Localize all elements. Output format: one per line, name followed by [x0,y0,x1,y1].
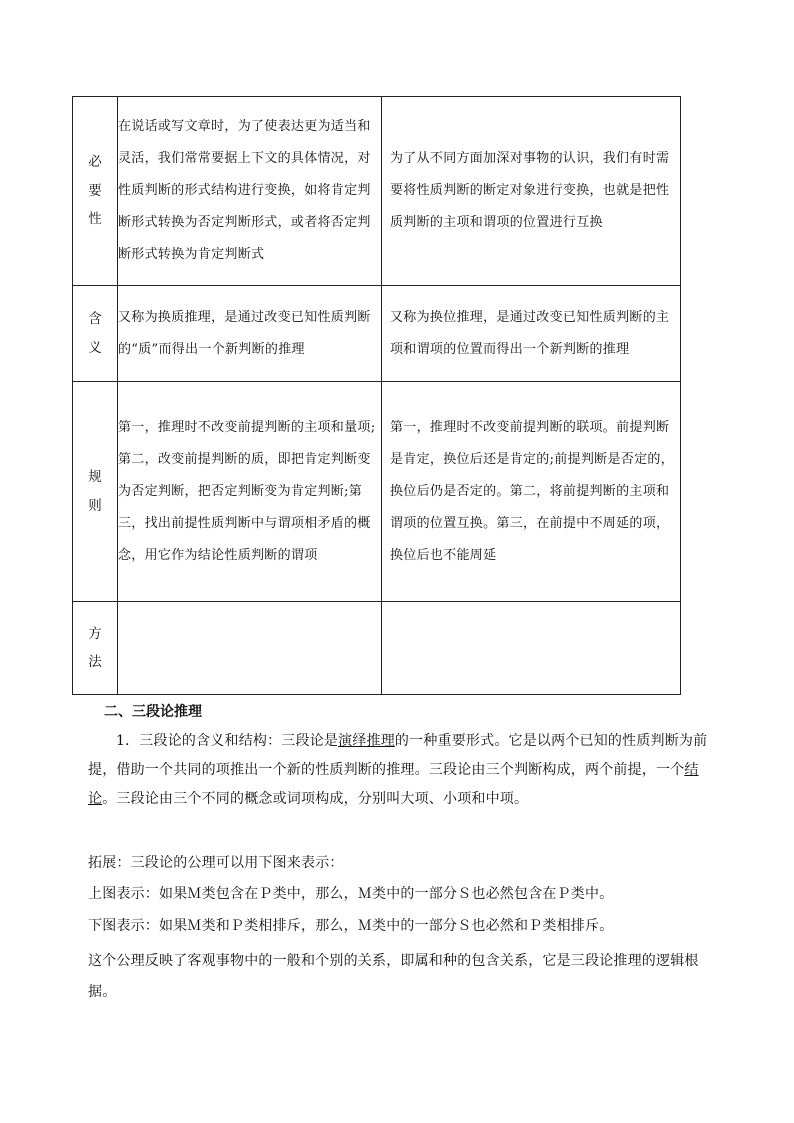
conversion-position-cell: 第一，推理时不改变前提判断的联项。前提判断是肯定，换位后还是肯定的;前提判断是否定的，换位后仍是否定的。第二，将前提判断的主项和谓项的位置互换。第三，在前提中不周延的项，换位后也不能周延 [382,382,681,602]
para-text: 的一种重要形式。它是以两个已知的性质判断为前提，借助一个共同的项推出一个新的性质判断的推理。三段论由三个判断构成，两个前提，一个 [88,733,708,778]
conversion-quality-cell [118,602,382,695]
section-heading: 二、三段论推理 [104,704,202,720]
lower-diagram-line: 下图表示：如果Ｍ类和Ｐ类相排斥，那么，Ｍ类中的一部分Ｓ也必然和Ｐ类相排斥。 [88,918,614,934]
row-label [73,602,118,695]
label-char: 必 [88,154,102,171]
table-row [73,97,681,286]
label-char: 义 [88,339,102,356]
label-char: 法 [88,654,102,670]
syllogism-definition-paragraph [88,727,720,814]
para-text: 。三段论由三个不同的概念或词项构成，分别叫大项、小项和中项。 [102,791,529,807]
axiom-paragraph: 这个公理反映了客观事物中的一般和个别的关系，即属和种的包含关系，它是三段论推理的逻辑根据。 [88,953,699,1000]
conversion-position-cell: 为了从不同方面加深对事物的认识，我们有时需要将性质判断的断定对象进行变换，也就是把性质判断的主项和谓项的位置进行互换 [382,97,681,286]
conversion-position-cell [382,602,681,695]
comparison-table [72,96,681,695]
label-char: 性 [88,211,102,228]
table-row [73,602,681,695]
label-char: 含 [88,311,102,328]
label-char: 要 [88,182,102,199]
label-char: 则 [88,497,102,514]
label-char: 方 [88,625,102,642]
conversion-position-cell: 又称为换位推理，是通过改变已知性质判断的主项和谓项的位置而得出一个新判断的推理 [382,286,681,382]
row-label [73,286,118,382]
para-text: 1．三段论的含义和结构：三段论是 [116,733,339,749]
row-label [73,382,118,602]
conversion-quality-cell: 在说话或写文章时，为了使表达更为适当和灵活，我们常常要据上下文的具体情况，对性质判断的形式结构进行变换，如将肯定判断形式转换为否定判断形式，或者将否定判断形式转换为肯定判断式 [118,97,382,286]
upper-diagram-line: 上图表示：如果Ｍ类包含在Ｐ类中，那么，Ｍ类中的一部分Ｓ也必然包含在Ｐ类中。 [88,886,614,902]
row-label [73,97,118,286]
conversion-quality-cell: 又称为换质推理，是通过改变已知性质判断的“质”而得出一个新判断的推理 [118,286,382,382]
table-row [73,286,681,382]
term-conclusion: 结论 [88,762,699,807]
conversion-quality-cell: 第一，推理时不改变前提判断的主项和量项;第二，改变前提判断的质，即把肯定判断变为否定判断，把否定判断变为肯定判断;第三，找出前提性质判断中与谓项相矛盾的概念，用它作为结论性质判断的谓项 [118,382,382,602]
label-char: 规 [88,469,102,486]
term-deductive-reasoning: 演绎推理 [338,733,395,749]
table-row [73,382,681,602]
extension-line: 拓展：三段论的公理可以用下图来表示： [88,855,344,871]
